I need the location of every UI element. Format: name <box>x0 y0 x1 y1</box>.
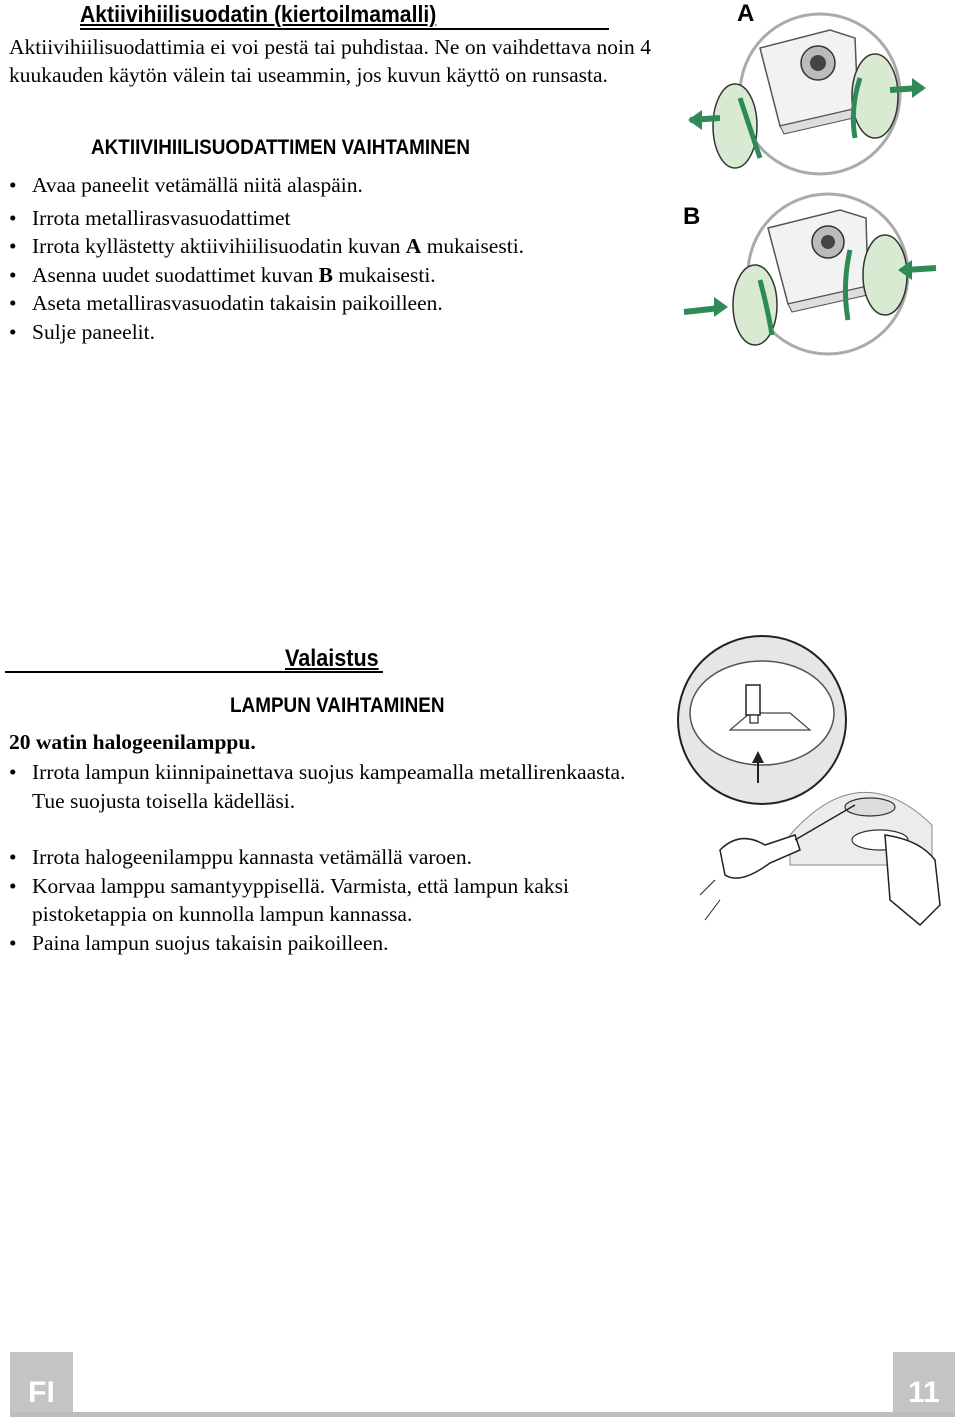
filter-steps-list <box>9 171 659 346</box>
list-item: • Avaa paneelit vetämällä niitä alaspäin. <box>9 171 659 200</box>
list-item: • Sulje paneelit. <box>9 318 659 347</box>
list-item: • Aseta metallirasvasuodatin takaisin paikoilleen. <box>9 289 659 318</box>
section-title-lighting: Valaistus <box>285 645 379 672</box>
figure-b-filter-install <box>680 190 950 360</box>
footer-page-number: 11 <box>893 1352 955 1414</box>
section-title-carbon-filter: Aktiivihiilisuodatin (kiertoilmamalli) <box>80 0 609 30</box>
lamp-type: 20 watin halogeenilamppu. <box>9 730 256 754</box>
figure-label-a: A <box>737 0 755 27</box>
figure-lamp-replacement <box>670 635 955 955</box>
list-item: • Irrota kyllästetty aktiivihiilisuodatin kuvan A mukaisesti. <box>9 232 659 261</box>
lamp-steps-list <box>9 758 657 957</box>
list-item: • Korvaa lamppu samantyyppisellä. Varmista, että lampun kaksi pistoketappia on kunnolla lampun kannassa. <box>9 872 657 929</box>
figure-label-b: B <box>683 203 701 230</box>
list-item: • Irrota lampun kiinnipainettava suojus kampeamalla metallirenkaasta. Tue suojusta toisella kädelläsi. <box>9 758 657 815</box>
list-item: • Irrota metallirasvasuodattimet <box>9 204 659 233</box>
list-item: • Irrota halogeenilamppu kannasta vetämällä varoen. <box>9 843 657 872</box>
subheading-filter-replacement: AKTIIVIHIILISUODATTIMEN VAIHTAMINEN <box>91 136 471 159</box>
figure-a-filter-removal <box>680 8 950 183</box>
list-item: • Paina lampun suojus takaisin paikoilleen. <box>9 929 657 958</box>
footer-language-badge: FI <box>10 1352 73 1414</box>
subheading-lamp-replacement: LAMPUN VAIHTAMINEN <box>230 694 445 717</box>
intro-paragraph: Aktiivihiilisuodattimia ei voi pestä tai puhdistaa. Ne on vaihdettava noin 4 kuukauden käytön välein tai useammin, jos kuvun käyttö on runsasta. <box>9 35 651 87</box>
list-item: • Asenna uudet suodattimet kuvan B mukaisesti. <box>9 261 659 290</box>
footer-rule <box>10 1412 955 1417</box>
